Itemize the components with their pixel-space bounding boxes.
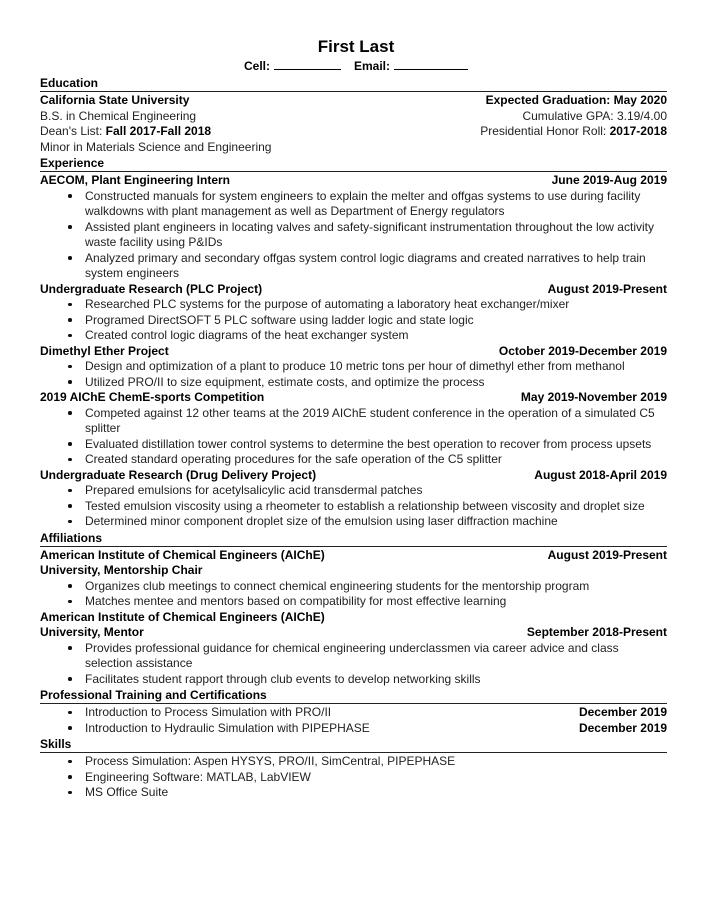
- affiliation-role: University, Mentorship Chair: [40, 563, 203, 577]
- training-date: December 2019: [578, 705, 667, 719]
- training-date: December 2019: [578, 720, 667, 735]
- skill-item: Engineering Software: MATLAB, LabVIEW: [40, 770, 667, 786]
- experience-bullets: [40, 406, 667, 468]
- education-gpa: Cumulative GPA: 3.19/4.00: [522, 108, 667, 123]
- bullet-item: Researched PLC systems for the purpose of automating a laboratory heat exchanger/mixer: [40, 297, 667, 313]
- education-row: [40, 109, 667, 125]
- affiliation-org-row: [40, 610, 667, 626]
- experience-bullets: [40, 189, 667, 282]
- affiliation-org: American Institute of Chemical Engineers (AIChE): [40, 547, 325, 562]
- skill-item: Process Simulation: Aspen HYSYS, PRO/II, SimCentral, PIPEPHASE: [40, 754, 667, 770]
- bullet-item: Constructed manuals for system engineers to explain the melter and offgas systems to use during facility walkdowns with plant management as well as Department of Energy regulators: [40, 189, 667, 220]
- training-item: [40, 721, 667, 737]
- experience-date: August 2019-Present: [547, 281, 667, 296]
- education-school: California State University: [40, 93, 190, 107]
- experience-date: May 2019-November 2019: [520, 390, 667, 404]
- section-header-affiliations: Affiliations: [40, 530, 667, 547]
- training-text: Introduction to Process Simulation with PRO/II: [85, 705, 332, 719]
- bullet-item: Organizes club meetings to connect chemical engineering students for the mentorship program: [40, 579, 667, 595]
- experience-date: June 2019-Aug 2019: [551, 173, 667, 187]
- education-deans-list: Dean's List: Fall 2017-Fall 2018: [40, 124, 212, 138]
- education-graduation: Expected Graduation: May 2020: [485, 93, 667, 107]
- cell-label: Cell:: [243, 59, 270, 73]
- cell-blank-field: [274, 69, 341, 70]
- section-header-skills: Skills: [40, 736, 667, 753]
- experience-date: October 2019-December 2019: [498, 343, 667, 358]
- experience-bullets: [40, 359, 667, 390]
- affiliation-org-row: [40, 548, 667, 564]
- experience-entry-header: [40, 468, 667, 484]
- experience-title: AECOM, Plant Engineering Intern: [40, 173, 231, 187]
- bullet-item: Determined minor component droplet size of the emulsion using laser diffraction machine: [40, 514, 667, 530]
- experience-entry-header: [40, 390, 667, 406]
- email-label: Email:: [354, 59, 391, 73]
- education-honor-roll: Presidential Honor Roll: 2017-2018: [480, 124, 667, 138]
- affiliation-role: University, Mentor: [40, 625, 144, 639]
- experience-date: August 2018-April 2019: [534, 467, 667, 482]
- affiliation-date: August 2019-Present: [547, 547, 667, 562]
- education-degree: B.S. in Chemical Engineering: [40, 108, 197, 123]
- bullet-item: Matches mentee and mentors based on compatibility for most effective learning: [40, 594, 667, 610]
- contact-line: [0, 58, 712, 75]
- experience-title: 2019 AIChE ChemE-sports Competition: [40, 390, 265, 404]
- experience-entry-header: [40, 344, 667, 360]
- bullet-item: Evaluated distillation tower control systems to determine the best operation to recover from process upsets: [40, 437, 667, 453]
- bullet-item: Programed DirectSOFT 5 PLC software using ladder logic and state logic: [40, 313, 667, 329]
- bullet-item: Provides professional guidance for chemical engineering underclassmen via career advice and class selection assistance: [40, 641, 667, 672]
- bullet-item: Assisted plant engineers in locating valves and safety-significant instrumentation throughout the low activity waste facility using P&IDs: [40, 220, 667, 251]
- bullet-item: Competed against 12 other teams at the 2019 AIChE student conference in the operation of a simulated C5 splitter: [40, 406, 667, 437]
- experience-bullets: [40, 297, 667, 344]
- section-header-training: Professional Training and Certifications: [40, 687, 667, 704]
- bullet-item: Prepared emulsions for acetylsalicylic acid transdermal patches: [40, 483, 667, 499]
- training-text: Introduction to Hydraulic Simulation with PIPEPHASE: [85, 720, 370, 735]
- bullet-item: Utilized PRO/II to size equipment, estimate costs, and optimize the process: [40, 375, 667, 391]
- education-row: [40, 93, 667, 109]
- affiliation-bullets: [40, 641, 667, 688]
- section-header-experience: Experience: [40, 155, 667, 172]
- bullet-item: Created standard operating procedures for the safe operation of the C5 splitter: [40, 452, 667, 468]
- bullet-item: Created control logic diagrams of the heat exchanger system: [40, 328, 667, 344]
- experience-title: Undergraduate Research (PLC Project): [40, 281, 263, 296]
- resume-name: First Last: [317, 37, 395, 56]
- experience-bullets: [40, 483, 667, 530]
- email-blank-field: [394, 69, 468, 70]
- training-list: [40, 705, 667, 736]
- bullet-item: Tested emulsion viscosity using a rheometer to establish a relationship between viscosity and droplet size: [40, 499, 667, 515]
- skill-item: MS Office Suite: [40, 785, 667, 801]
- affiliation-role-row: [40, 625, 667, 641]
- affiliation-bullets: [40, 579, 667, 610]
- affiliation-org: American Institute of Chemical Engineers (AIChE): [40, 609, 325, 624]
- education-row: [40, 124, 667, 140]
- experience-entry-header: [40, 282, 667, 298]
- bullet-item: Facilitates student rapport through club events to develop networking skills: [40, 672, 667, 688]
- resume-content: [40, 75, 667, 801]
- affiliation-role-row: [40, 563, 667, 579]
- experience-title: Undergraduate Research (Drug Delivery Project): [40, 467, 317, 482]
- skills-list: [40, 754, 667, 801]
- affiliation-role-date: September 2018-Present: [526, 625, 667, 639]
- education-minor: Minor in Materials Science and Engineering: [40, 139, 272, 154]
- bullet-item: Analyzed primary and secondary offgas system control logic diagrams and created narratives to help train system engineers: [40, 251, 667, 282]
- bullet-item: Design and optimization of a plant to produce 10 metric tons per hour of dimethyl ether from methanol: [40, 359, 667, 375]
- training-item: [40, 705, 667, 721]
- section-header-education: Education: [40, 75, 667, 92]
- experience-entry-header: [40, 173, 667, 189]
- education-row: [40, 140, 667, 156]
- experience-title: Dimethyl Ether Project: [40, 343, 169, 358]
